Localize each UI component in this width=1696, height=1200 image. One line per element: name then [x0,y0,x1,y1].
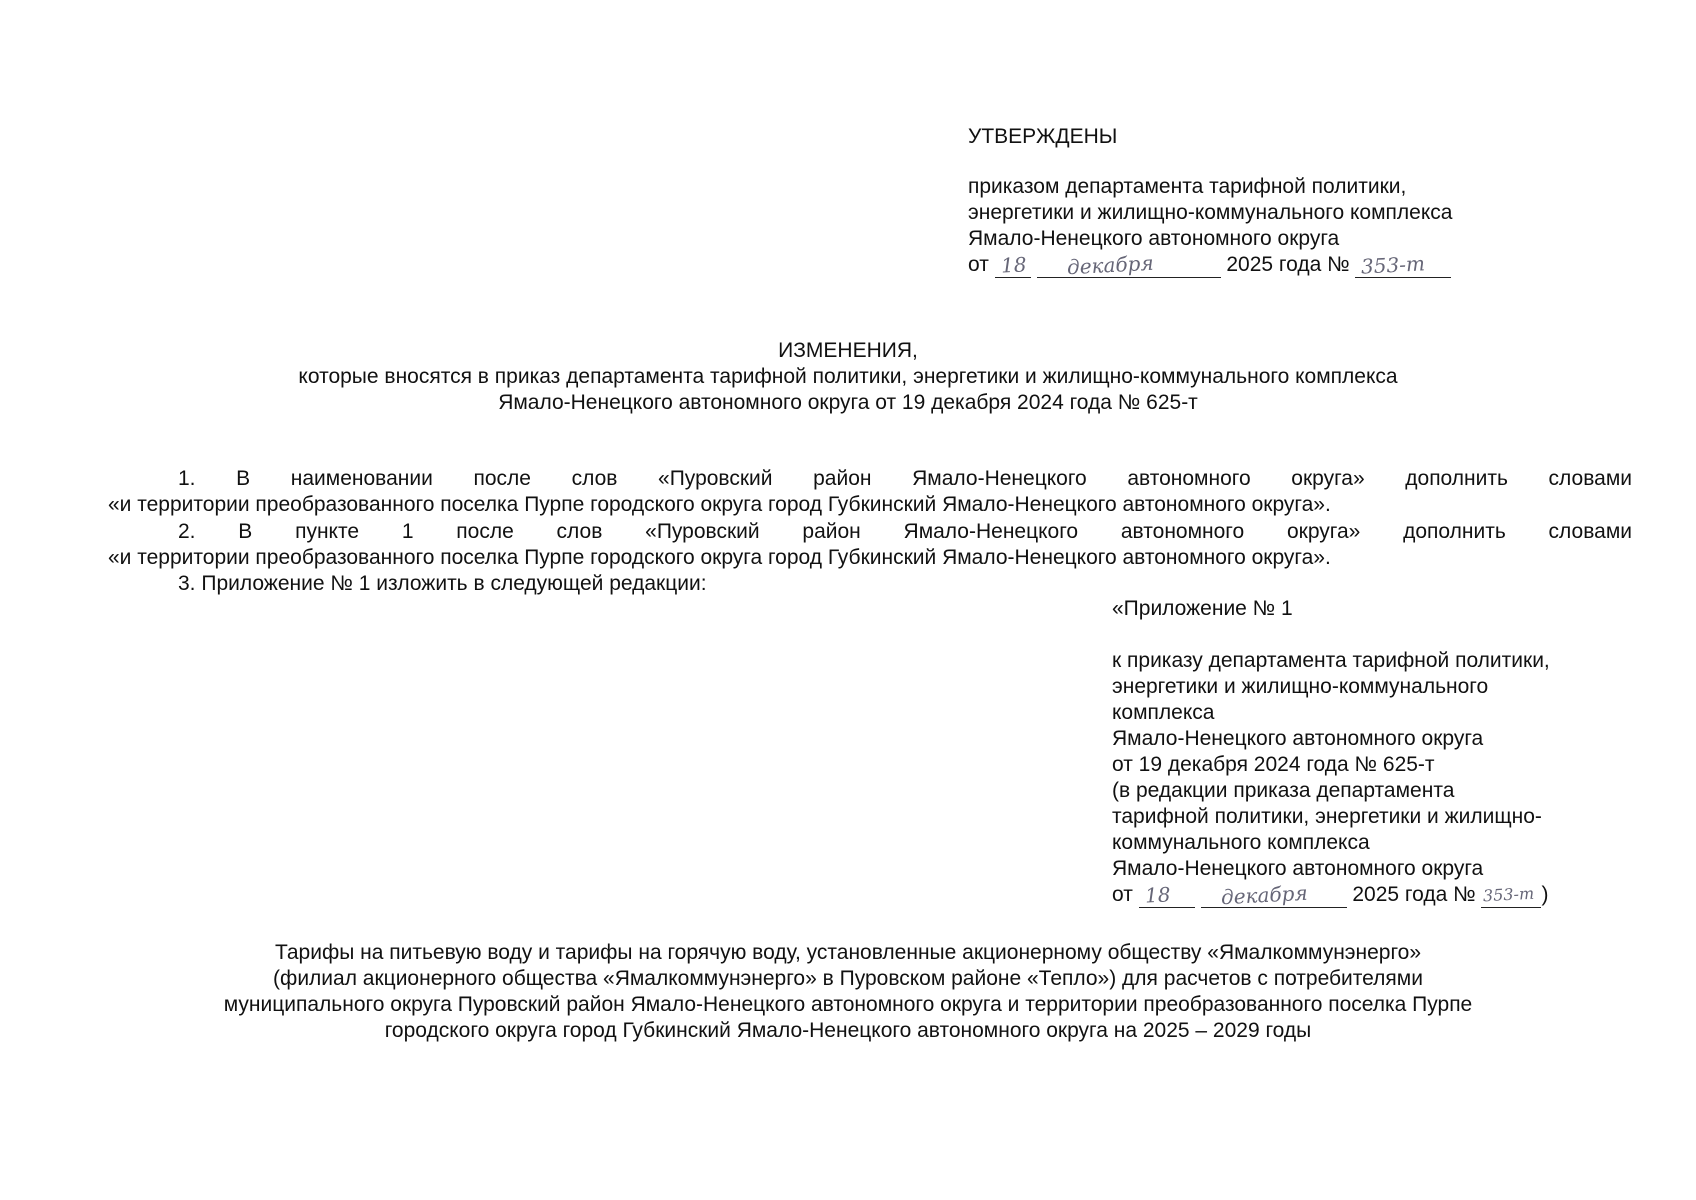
approval-line-3: Ямало-Ненецкого автономного округа [968,227,1340,250]
tariff-title [0,940,1696,1044]
appendix-number-handwritten: 353-т [1482,883,1536,906]
approval-date-prefix: от [968,253,989,276]
appendix-line-6: (в редакции приказа департамента [1112,779,1455,802]
item-3-line-1: 3. Приложение № 1 изложить в следующей редакции: [178,572,707,595]
appendix-day-field [1139,882,1195,908]
item-1-line-2: «и территории преобразованного поселка Пурпе городского округа город Губкинский Ямало-Ненецкого автономного округа». [108,493,1331,516]
appendix-line-1: к приказу департамента тарифной политики, [1112,649,1550,672]
appendix-month-handwritten: декабря [1219,880,1308,910]
appendix-line-8: коммунального комплекса [1112,831,1370,854]
appendix-line-3: комплекса [1112,701,1215,724]
item-1-line-1: 1. В наименовании после слов «Пуровский район Ямало-Ненецкого автономного округа» дополнить словами [178,467,1632,490]
appendix-date-prefix: от [1112,883,1133,906]
approval-block [968,124,1452,278]
appendix-line-9: Ямало-Ненецкого автономного округа [1112,857,1484,880]
approval-line-2: энергетики и жилищно-коммунального комплекса [968,201,1453,224]
appendix-line-7: тарифной политики, энергетики и жилищно- [1112,805,1542,828]
item-2-line-1: 2. В пункте 1 после слов «Пуровский район Ямало-Ненецкого автономного округа» дополнить словами [178,520,1632,543]
approval-number-handwritten: 353-т [1360,251,1426,279]
appendix-date-year: 2025 года № [1352,883,1476,906]
changes-heading: ИЗМЕНЕНИЯ, [778,339,918,362]
appendix-day-handwritten: 18 [1144,882,1171,908]
item-2-line-2: «и территории преобразованного поселка Пурпе городского округа город Губкинский Ямало-Ненецкого автономного округа». [108,546,1331,569]
changes-subheading-1: которые вносятся в приказ департамента тарифной политики, энергетики и жилищно-коммунального комплекса [298,365,1398,388]
approval-day-field [995,252,1031,278]
appendix-line-4: Ямало-Ненецкого автономного округа [1112,727,1484,750]
approval-day-handwritten: 18 [1000,252,1027,278]
tariff-title-line-1: Тарифы на питьевую воду и тарифы на горячую воду, установленные акционерному обществу «Ямалкоммунэнерго» [274,941,1422,964]
approval-date-line [968,252,1452,278]
appendix-title: «Приложение № 1 [1112,597,1293,620]
tariff-title-line-2: (филиал акционерного общества «Ямалкоммунэнерго» в Пуровском районе «Тепло») для расчетов с потребителями [273,967,1423,990]
approval-line-1: приказом департамента тарифной политики, [968,175,1407,198]
tariff-title-line-3: муниципального округа Пуровский район Ямало-Ненецкого автономного округа и территории преобразованного поселка Пурпе [223,993,1473,1016]
appendix-month-field [1201,880,1347,910]
approval-title: УТВЕРЖДЕНЫ [968,125,1118,148]
appendix-date-line [1112,882,1550,908]
appendix-line-2: энергетики и жилищно-коммунального [1112,675,1489,698]
appendix-block [1112,596,1550,908]
approval-month-handwritten: декабря [1065,250,1154,280]
approval-date-year: 2025 года № [1226,253,1350,276]
appendix-line-5: от 19 декабря 2024 года № 625-т [1112,753,1435,776]
tariff-title-line-4: городского округа город Губкинский Ямало-Ненецкого автономного округа на 2025 – 2029 годы [384,1019,1312,1042]
appendix-number-field [1481,885,1541,908]
changes-subheading-2: Ямало-Ненецкого автономного округа от 19 декабря 2024 года № 625-т [498,391,1198,414]
approval-number-field [1355,251,1451,279]
appendix-closing: ) [1541,883,1549,906]
approval-month-field [1037,250,1221,280]
